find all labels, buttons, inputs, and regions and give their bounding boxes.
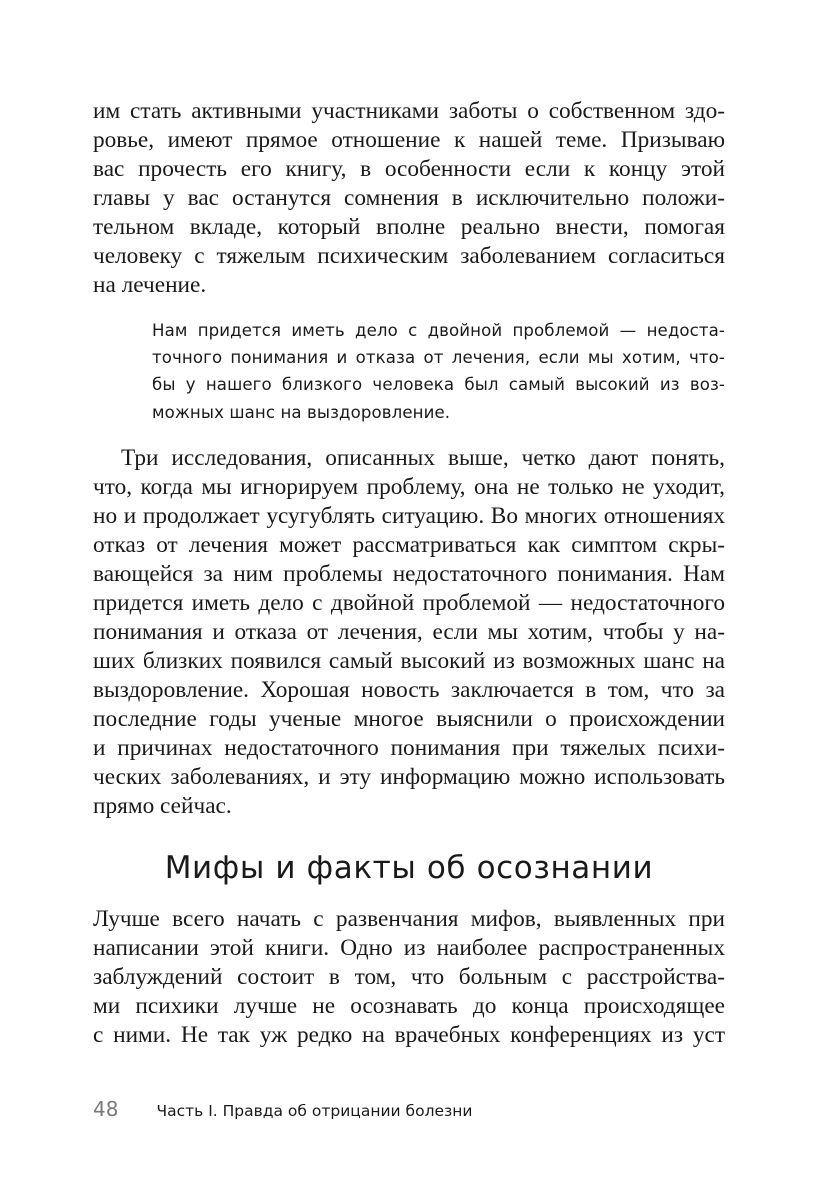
section-heading: Мифы и факты об осознании <box>164 850 654 886</box>
paragraph-research <box>93 444 725 821</box>
text-line: главы у вас останутся сомнения в исключительно положи- <box>93 185 725 211</box>
text-line: и причинах недостаточного понимания при тяжелых психи- <box>93 735 725 761</box>
quote-line: Нам придется иметь дело с двойной проблемой — недоста- <box>152 321 725 340</box>
text-line: на лечение. <box>93 272 207 298</box>
page-number: 48 <box>93 1097 119 1121</box>
quote-line: можных шанс на выздоровление. <box>152 402 451 422</box>
text-line: ровье, имеют прямое отношение к нашей теме. Призываю <box>93 127 725 153</box>
pull-quote <box>152 317 725 426</box>
text-line: тельном вкладе, который вполне реально внести, помогая <box>93 214 725 240</box>
paragraph-intro <box>93 97 725 300</box>
text-line: вающейся за ним проблемы недостаточного понимания. Нам <box>93 561 725 587</box>
text-line: последние годы ученые многое выяснили о происхождении <box>93 706 725 732</box>
text-line: ми психики лучше не осознавать до конца происходящее <box>93 993 725 1019</box>
paragraph-myths <box>93 905 725 1050</box>
text-line: Лучше всего начать с развенчания мифов, выявленных при <box>93 906 725 932</box>
running-title: Часть I. Правда об отрицании болезни <box>156 1102 473 1120</box>
text-line: заблуждений состоит в том, что больным с расстройства- <box>93 964 725 990</box>
page-footer <box>93 1097 472 1125</box>
text-line: ших близких появился самый высокий из возможных шанс на <box>93 648 725 674</box>
text-line: ческих заболеваниях, и эту информацию можно использовать <box>93 764 725 790</box>
text-line: им стать активными участниками заботы о собственном здо- <box>93 98 725 124</box>
quote-line: бы у нашего близкого человека был самый высокий из воз- <box>152 375 725 395</box>
text-line: вас прочесть его книгу, в особенности если к концу этой <box>93 156 725 182</box>
text-line: придется иметь дело с двойной проблемой — недостаточного <box>93 590 725 616</box>
text-line: с ними. Не так уж редко на врачебных конференциях из уст <box>93 1022 725 1048</box>
text-line: но и продолжает усугублять ситуацию. Во многих отношениях <box>93 503 725 529</box>
text-line: человеку с тяжелым психическим заболеванием согласиться <box>93 243 725 269</box>
text-line: написании этой книги. Одно из наиболее распространенных <box>93 935 725 961</box>
text-line: Три исследования, описанных выше, четко дают понять, <box>121 445 725 471</box>
text-line: прямо сейчас. <box>93 793 232 819</box>
quote-line: точного понимания и отказа от лечения, если мы хотим, что- <box>152 348 725 368</box>
text-line: отказ от лечения может рассматриваться как симптом скры- <box>93 532 725 558</box>
text-line: что, когда мы игнорируем проблему, она не только не уходит, <box>93 474 725 500</box>
text-line: выздоровление. Хорошая новость заключается в том, что за <box>93 677 725 703</box>
text-line: понимания и отказа от лечения, если мы хотим, чтобы у на- <box>93 619 725 645</box>
